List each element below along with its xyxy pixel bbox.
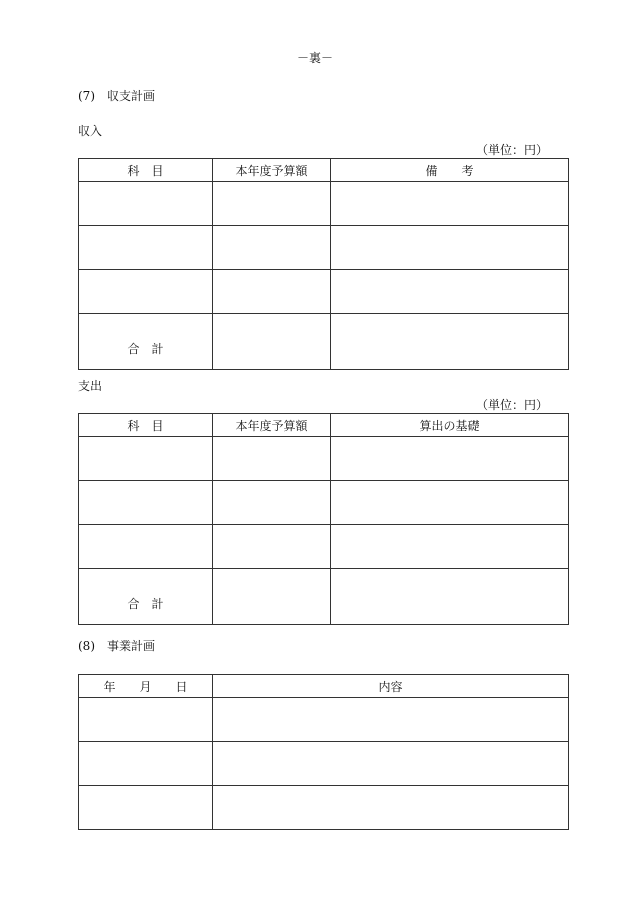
expense-cell-budget[interactable] xyxy=(213,437,331,481)
income-header-budget: 本年度予算額 xyxy=(213,159,331,182)
table-row xyxy=(79,481,569,525)
income-total-label: 合 計 xyxy=(79,314,213,370)
expense-title: 支出 xyxy=(78,379,103,393)
table-row xyxy=(79,742,569,786)
plan-table xyxy=(78,674,569,830)
expense-header-basis: 算出の基礎 xyxy=(331,414,569,437)
plan-cell-content[interactable] xyxy=(213,698,569,742)
expense-total-label: 合 計 xyxy=(79,569,213,625)
expense-cell-subject[interactable] xyxy=(79,525,213,569)
plan-cell-content[interactable] xyxy=(213,786,569,830)
income-title: 収入 xyxy=(78,124,103,138)
expense-cell-budget[interactable] xyxy=(213,481,331,525)
plan-header-content: 内容 xyxy=(213,675,569,698)
expense-cell-basis[interactable] xyxy=(331,481,569,525)
income-header-remarks: 備 考 xyxy=(331,159,569,182)
table-row xyxy=(79,786,569,830)
section-7-title: (7) 収支計画 xyxy=(78,89,155,103)
income-table xyxy=(78,158,569,370)
income-unit-label: （単位：円） xyxy=(475,143,548,157)
section-8-title: (8) 事業計画 xyxy=(78,639,155,653)
expense-total-row xyxy=(79,569,569,625)
table-row xyxy=(79,226,569,270)
plan-cell-content[interactable] xyxy=(213,742,569,786)
income-cell-subject[interactable] xyxy=(79,270,213,314)
income-header-subject: 科 目 xyxy=(79,159,213,182)
income-cell-subject[interactable] xyxy=(79,182,213,226)
income-cell-budget[interactable] xyxy=(213,182,331,226)
expense-total-basis[interactable] xyxy=(331,569,569,625)
expense-cell-basis[interactable] xyxy=(331,525,569,569)
income-total-row xyxy=(79,314,569,370)
expense-header-subject: 科 目 xyxy=(79,414,213,437)
plan-header-date: 年 月 日 xyxy=(79,675,213,698)
expense-cell-budget[interactable] xyxy=(213,525,331,569)
plan-cell-date[interactable] xyxy=(79,698,213,742)
plan-header-row xyxy=(79,675,569,698)
income-cell-budget[interactable] xyxy=(213,270,331,314)
income-cell-budget[interactable] xyxy=(213,226,331,270)
expense-table xyxy=(78,413,569,625)
expense-total-budget[interactable] xyxy=(213,569,331,625)
table-row xyxy=(79,437,569,481)
table-row xyxy=(79,698,569,742)
table-row xyxy=(79,182,569,226)
expense-cell-basis[interactable] xyxy=(331,437,569,481)
expense-cell-subject[interactable] xyxy=(79,437,213,481)
plan-cell-date[interactable] xyxy=(79,742,213,786)
table-row xyxy=(79,270,569,314)
income-total-budget[interactable] xyxy=(213,314,331,370)
table-row xyxy=(79,525,569,569)
expense-header-row xyxy=(79,414,569,437)
expense-header-budget: 本年度予算額 xyxy=(213,414,331,437)
income-cell-remarks[interactable] xyxy=(331,270,569,314)
income-total-remarks[interactable] xyxy=(331,314,569,370)
expense-cell-subject[interactable] xyxy=(79,481,213,525)
page-title: －裏－ xyxy=(296,51,333,65)
income-cell-remarks[interactable] xyxy=(331,182,569,226)
expense-unit-label: （単位：円） xyxy=(475,398,548,412)
income-header-row xyxy=(79,159,569,182)
income-cell-subject[interactable] xyxy=(79,226,213,270)
income-cell-remarks[interactable] xyxy=(331,226,569,270)
plan-cell-date[interactable] xyxy=(79,786,213,830)
